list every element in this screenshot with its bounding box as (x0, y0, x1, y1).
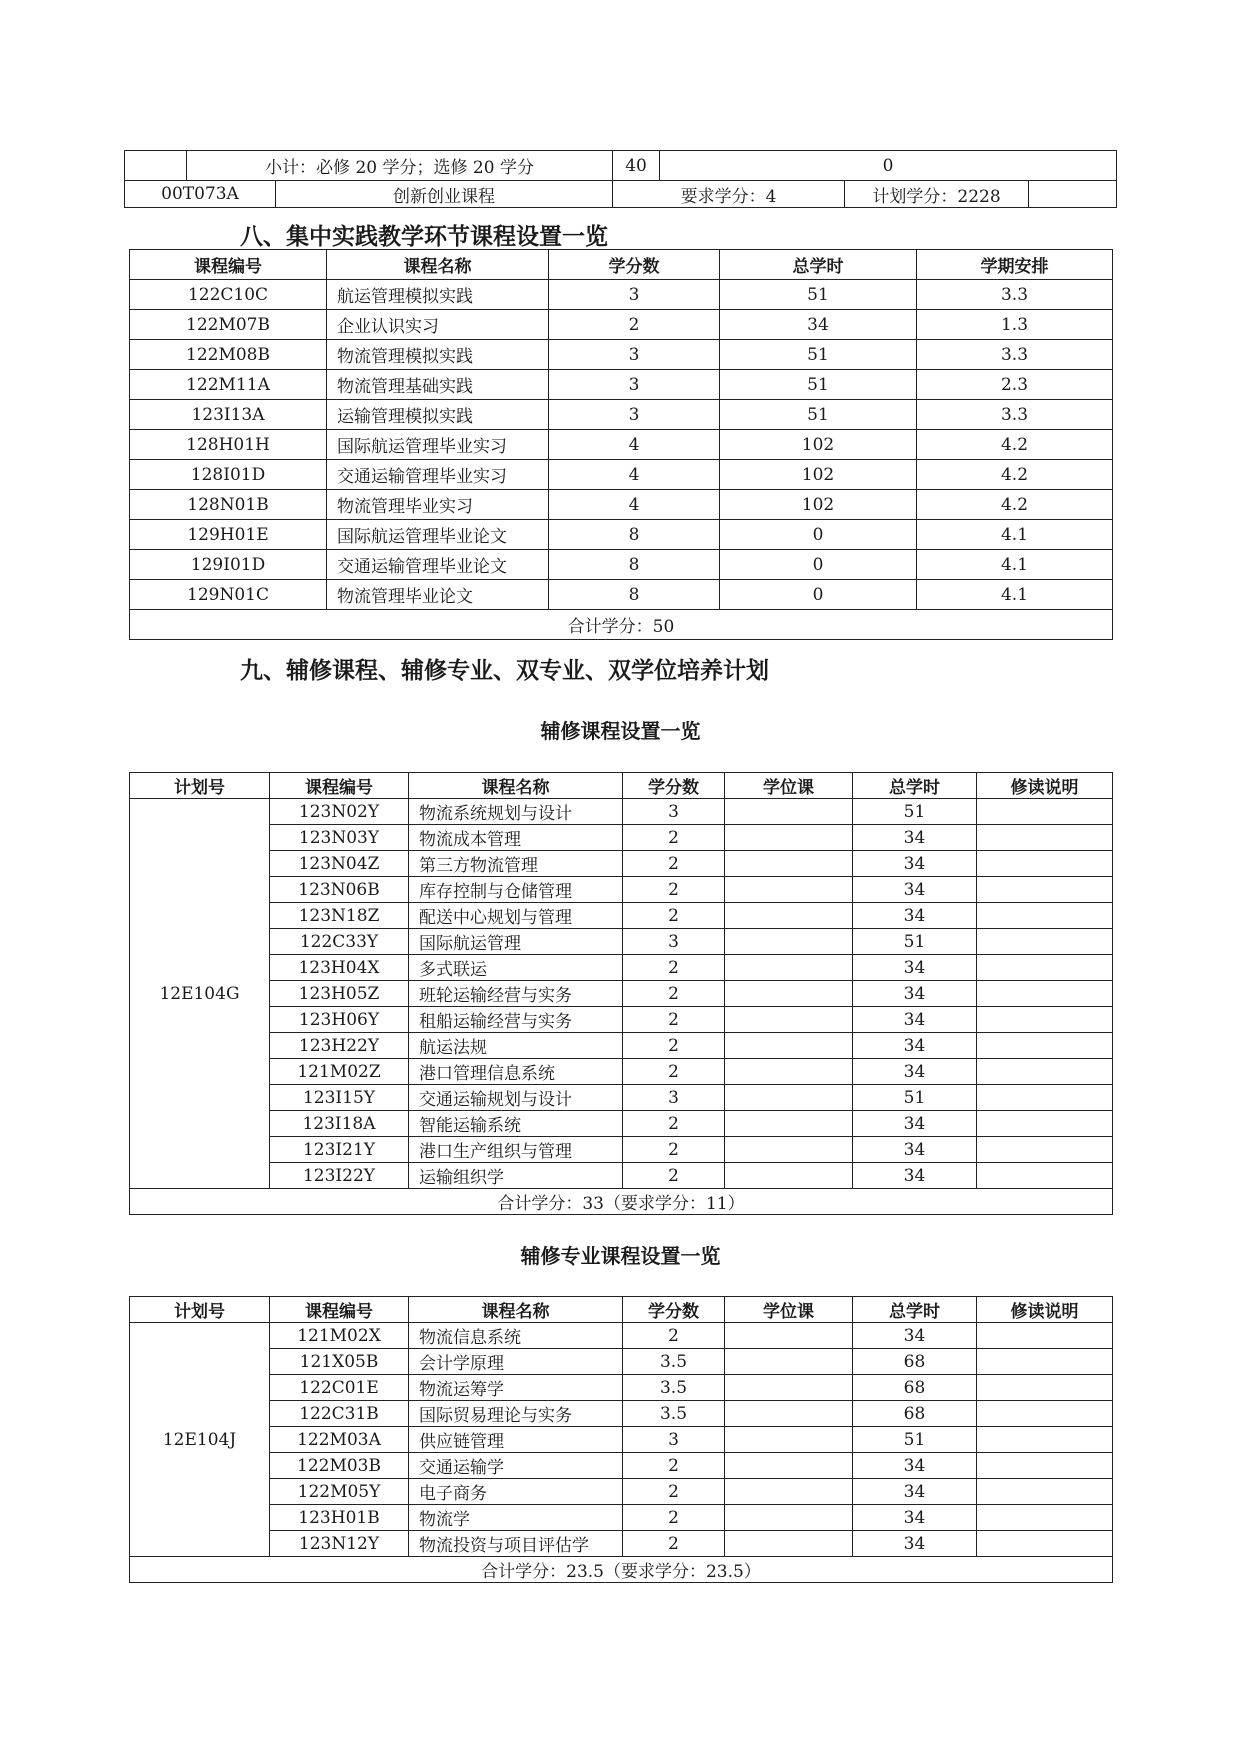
table-cell: 物流信息系统 (409, 1323, 623, 1349)
table-row (130, 580, 1113, 610)
table-cell (725, 1479, 853, 1505)
table-cell: 3.3 (917, 340, 1113, 370)
table-cell: 121M02Z (270, 1059, 409, 1085)
table-cell: 122M11A (130, 370, 327, 400)
table-row (130, 955, 1113, 981)
table-cell: 多式联运 (409, 955, 623, 981)
column-header: 学分数 (623, 1297, 725, 1323)
table-cell (725, 1163, 853, 1189)
table-cell: 4 (549, 430, 720, 460)
table-row (130, 877, 1113, 903)
table-row (130, 1033, 1113, 1059)
table-row (130, 1007, 1113, 1033)
table-cell: 2 (623, 981, 725, 1007)
table-cell: 34 (853, 903, 977, 929)
table-cell: 34 (853, 1505, 977, 1531)
column-header: 课程编号 (270, 773, 409, 799)
table-cell: 129N01C (130, 580, 327, 610)
table-cell (977, 1375, 1113, 1401)
table-cell: 2 (623, 1323, 725, 1349)
table-cell: 123I15Y (270, 1085, 409, 1111)
table-cell: 4.2 (917, 430, 1113, 460)
table-cell (725, 1505, 853, 1531)
table-cell (977, 1059, 1113, 1085)
section8-title: 八、集中实践教学环节课程设置一览 (240, 224, 608, 250)
table-cell (977, 1453, 1113, 1479)
table-cell (977, 1007, 1113, 1033)
table-cell: 物流管理模拟实践 (327, 340, 549, 370)
table-cell: 物流管理毕业实习 (327, 490, 549, 520)
table-row (130, 903, 1113, 929)
table-cell: 3 (549, 370, 720, 400)
table-cell: 物流管理毕业论文 (327, 580, 549, 610)
table-cell: 2 (623, 877, 725, 903)
column-header: 课程名称 (409, 773, 623, 799)
table-cell: 3 (549, 280, 720, 310)
table-cell (977, 1111, 1113, 1137)
table-cell: 51 (720, 370, 917, 400)
table-cell (977, 1349, 1113, 1375)
table-row (130, 310, 1113, 340)
table-cell (725, 1349, 853, 1375)
table-row (130, 825, 1113, 851)
table-cell: 0 (720, 580, 917, 610)
innovation-name: 创新创业课程 (276, 181, 613, 208)
column-header: 学位课 (725, 1297, 853, 1323)
table-cell: 123N04Z (270, 851, 409, 877)
table-cell: 34 (853, 825, 977, 851)
table-cell: 物流投资与项目评估学 (409, 1531, 623, 1557)
table-cell (977, 1505, 1113, 1531)
table-cell: 0 (720, 550, 917, 580)
table-cell: 34 (853, 955, 977, 981)
table-cell: 3 (623, 799, 725, 825)
table-row (130, 370, 1113, 400)
table-cell: 2 (623, 851, 725, 877)
column-header: 学期安排 (917, 250, 1113, 280)
table-cell: 34 (853, 1531, 977, 1557)
table-row (130, 851, 1113, 877)
table-cell: 122C01E (270, 1375, 409, 1401)
table-cell: 122M05Y (270, 1479, 409, 1505)
table-cell: 51 (853, 1085, 977, 1111)
table-cell: 港口管理信息系统 (409, 1059, 623, 1085)
table-cell (977, 1401, 1113, 1427)
table-cell (725, 1427, 853, 1453)
table-cell: 128H01H (130, 430, 327, 460)
table-cell: 交通运输规划与设计 (409, 1085, 623, 1111)
table-row (130, 1163, 1113, 1189)
table-cell: 4.1 (917, 520, 1113, 550)
table-cell: 102 (720, 490, 917, 520)
table-cell: 51 (720, 280, 917, 310)
table-row (130, 1323, 1113, 1349)
table-cell: 34 (853, 1479, 977, 1505)
table-cell (977, 851, 1113, 877)
table-cell: 电子商务 (409, 1479, 623, 1505)
table-cell (977, 955, 1113, 981)
total-row (130, 610, 1113, 640)
table-cell: 121M02X (270, 1323, 409, 1349)
table-cell: 2.3 (917, 370, 1113, 400)
top-empty-end-cell (1029, 181, 1117, 208)
table-cell: 第三方物流管理 (409, 851, 623, 877)
table-cell: 4.2 (917, 490, 1113, 520)
table-cell: 交通运输管理毕业实习 (327, 460, 549, 490)
table-row (130, 1427, 1113, 1453)
table-cell: 3 (623, 1085, 725, 1111)
table-cell: 交通运输管理毕业论文 (327, 550, 549, 580)
table-cell: 34 (853, 1007, 977, 1033)
table-cell: 物流系统规划与设计 (409, 799, 623, 825)
plan-number: 12E104J (130, 1323, 270, 1557)
table-row (130, 1453, 1113, 1479)
table-cell: 3 (623, 1427, 725, 1453)
table-cell: 51 (853, 799, 977, 825)
table-cell: 34 (853, 1111, 977, 1137)
table-cell: 3 (623, 929, 725, 955)
table-cell: 运输组织学 (409, 1163, 623, 1189)
table-row (130, 550, 1113, 580)
minor-courses-table (129, 772, 1113, 1215)
table-row (130, 520, 1113, 550)
column-header: 课程编号 (270, 1297, 409, 1323)
table-cell: 122C10C (130, 280, 327, 310)
table-row (130, 1505, 1113, 1531)
table-cell (725, 1323, 853, 1349)
table-cell: 34 (853, 1163, 977, 1189)
table-cell: 3.5 (623, 1375, 725, 1401)
table-cell: 34 (853, 1137, 977, 1163)
table-cell (977, 1427, 1113, 1453)
minor-major-table (129, 1296, 1113, 1583)
table-cell: 122M03B (270, 1453, 409, 1479)
table-cell: 2 (623, 825, 725, 851)
subtotal-other: 0 (660, 151, 1117, 181)
table-cell: 航运法规 (409, 1033, 623, 1059)
column-header: 课程名称 (409, 1297, 623, 1323)
table-cell: 4.2 (917, 460, 1113, 490)
table-cell: 34 (853, 1059, 977, 1085)
table-cell: 物流运筹学 (409, 1375, 623, 1401)
table-row (130, 280, 1113, 310)
table-cell: 企业认识实习 (327, 310, 549, 340)
table-cell: 122M03A (270, 1427, 409, 1453)
table-cell (725, 1401, 853, 1427)
column-header: 学位课 (725, 773, 853, 799)
table-cell (725, 1111, 853, 1137)
section9-title: 九、辅修课程、辅修专业、双专业、双学位培养计划 (240, 658, 769, 684)
table-row (130, 1111, 1113, 1137)
table-cell: 3.5 (623, 1401, 725, 1427)
table-cell: 68 (853, 1401, 977, 1427)
table-cell (725, 1085, 853, 1111)
table-cell (725, 1033, 853, 1059)
table-cell: 68 (853, 1375, 977, 1401)
minor-major-title: 辅修专业课程设置一览 (520, 1244, 721, 1268)
table-cell: 3.3 (917, 280, 1113, 310)
table-cell: 122C31B (270, 1401, 409, 1427)
table-cell: 128N01B (130, 490, 327, 520)
table-cell: 3 (549, 400, 720, 430)
table-cell: 102 (720, 430, 917, 460)
table-cell (977, 1033, 1113, 1059)
table-cell (725, 981, 853, 1007)
table-cell (977, 877, 1113, 903)
table-row (130, 929, 1113, 955)
table-cell: 1.3 (917, 310, 1113, 340)
table-cell: 港口生产组织与管理 (409, 1137, 623, 1163)
table-cell: 123N06B (270, 877, 409, 903)
table-cell: 4.1 (917, 550, 1113, 580)
table-cell (725, 929, 853, 955)
column-header: 总学时 (853, 1297, 977, 1323)
column-header: 修读说明 (977, 1297, 1113, 1323)
innovation-code: 00T073A (125, 181, 276, 208)
table-cell: 4 (549, 490, 720, 520)
table-row (130, 799, 1113, 825)
table-cell: 3 (549, 340, 720, 370)
table-cell: 123H01B (270, 1505, 409, 1531)
table-cell: 128I01D (130, 460, 327, 490)
innovation-planned: 计划学分：2228 (845, 181, 1029, 208)
column-header: 学分数 (549, 250, 720, 280)
table-cell: 航运管理模拟实践 (327, 280, 549, 310)
table-cell: 2 (623, 955, 725, 981)
table-cell: 运输管理模拟实践 (327, 400, 549, 430)
table-cell (725, 799, 853, 825)
plan-number: 12E104G (130, 799, 270, 1189)
column-header: 计划号 (130, 773, 270, 799)
table-row (130, 981, 1113, 1007)
table-cell: 34 (853, 851, 977, 877)
table-cell (725, 1137, 853, 1163)
table-cell: 51 (853, 1427, 977, 1453)
table-cell: 68 (853, 1349, 977, 1375)
minor-courses-title: 辅修课程设置一览 (540, 719, 701, 743)
table-row (130, 1401, 1113, 1427)
table-cell (725, 851, 853, 877)
subtotal-value: 40 (613, 151, 660, 181)
table-cell (725, 1531, 853, 1557)
table-cell (977, 929, 1113, 955)
table-cell: 2 (623, 1007, 725, 1033)
table-cell (725, 877, 853, 903)
table-cell: 2 (623, 1163, 725, 1189)
table-cell: 51 (720, 400, 917, 430)
table-cell (725, 955, 853, 981)
table-cell: 123I21Y (270, 1137, 409, 1163)
table-cell: 4.1 (917, 580, 1113, 610)
total-row (130, 1189, 1113, 1215)
table-cell (977, 1085, 1113, 1111)
top-table (124, 150, 1117, 208)
table-cell: 库存控制与仓储管理 (409, 877, 623, 903)
table-cell (725, 903, 853, 929)
top-empty-cell (125, 151, 187, 181)
table-cell: 102 (720, 460, 917, 490)
table-row (130, 1479, 1113, 1505)
table-cell (725, 1059, 853, 1085)
table-cell: 2 (623, 1453, 725, 1479)
table-cell: 34 (720, 310, 917, 340)
table-row (130, 460, 1113, 490)
column-header: 总学时 (720, 250, 917, 280)
table-cell (977, 1137, 1113, 1163)
table-cell (977, 1323, 1113, 1349)
table-cell: 智能运输系统 (409, 1111, 623, 1137)
table-cell: 国际航运管理 (409, 929, 623, 955)
total-cell: 合计学分：50 (130, 610, 1113, 640)
subtotal-label: 小计：必修 20 学分；选修 20 学分 (187, 151, 613, 181)
table-cell: 123N12Y (270, 1531, 409, 1557)
table-cell: 4 (549, 460, 720, 490)
table-cell (977, 981, 1113, 1007)
table-cell: 129I01D (130, 550, 327, 580)
table-cell: 123N02Y (270, 799, 409, 825)
table-cell: 123I13A (130, 400, 327, 430)
table-cell: 123N18Z (270, 903, 409, 929)
column-header: 课程编号 (130, 250, 327, 280)
table-cell: 2 (623, 1137, 725, 1163)
table-cell: 国际航运管理毕业论文 (327, 520, 549, 550)
table-cell (977, 825, 1113, 851)
table-cell: 8 (549, 520, 720, 550)
column-header: 学分数 (623, 773, 725, 799)
table-cell: 123H06Y (270, 1007, 409, 1033)
table-row (130, 1375, 1113, 1401)
table-cell: 2 (623, 1531, 725, 1557)
table-row (130, 400, 1113, 430)
table-cell: 123H04X (270, 955, 409, 981)
table-cell: 2 (623, 1059, 725, 1085)
column-header: 总学时 (853, 773, 977, 799)
table-cell: 51 (853, 929, 977, 955)
table-cell: 交通运输学 (409, 1453, 623, 1479)
table-cell: 8 (549, 580, 720, 610)
column-header: 计划号 (130, 1297, 270, 1323)
table-cell (977, 1531, 1113, 1557)
table-cell: 物流学 (409, 1505, 623, 1531)
table-cell (725, 1007, 853, 1033)
table-cell: 34 (853, 981, 977, 1007)
table-cell: 国际航运管理毕业实习 (327, 430, 549, 460)
table-cell: 2 (549, 310, 720, 340)
table-cell: 班轮运输经营与实务 (409, 981, 623, 1007)
table-cell: 3.3 (917, 400, 1113, 430)
table-cell: 物流管理基础实践 (327, 370, 549, 400)
table-cell: 物流成本管理 (409, 825, 623, 851)
table-row (130, 1531, 1113, 1557)
table-cell: 国际贸易理论与实务 (409, 1401, 623, 1427)
table-cell: 供应链管理 (409, 1427, 623, 1453)
table-cell: 2 (623, 1033, 725, 1059)
table-cell: 8 (549, 550, 720, 580)
table-row (130, 430, 1113, 460)
total-row (130, 1557, 1113, 1583)
table-cell: 3.5 (623, 1349, 725, 1375)
table-row (130, 490, 1113, 520)
table-cell: 租船运输经营与实务 (409, 1007, 623, 1033)
table-row (130, 1137, 1113, 1163)
table-cell: 2 (623, 1111, 725, 1137)
table-cell: 123I18A (270, 1111, 409, 1137)
table-cell: 2 (623, 1505, 725, 1531)
table-cell: 121X05B (270, 1349, 409, 1375)
table-cell: 2 (623, 1479, 725, 1505)
table-cell: 2 (623, 903, 725, 929)
table-cell: 123H22Y (270, 1033, 409, 1059)
table-cell (725, 1453, 853, 1479)
table-row (130, 340, 1113, 370)
table-cell: 会计学原理 (409, 1349, 623, 1375)
total-cell: 合计学分：23.5（要求学分：23.5） (130, 1557, 1113, 1583)
table-cell: 34 (853, 1033, 977, 1059)
table-cell (977, 903, 1113, 929)
table-cell (725, 1375, 853, 1401)
table-cell: 34 (853, 877, 977, 903)
table-cell (977, 1163, 1113, 1189)
table-cell: 123N03Y (270, 825, 409, 851)
practice-table (129, 249, 1113, 640)
table-row (130, 1085, 1113, 1111)
total-cell: 合计学分：33（要求学分：11） (130, 1189, 1113, 1215)
table-row (130, 1349, 1113, 1375)
table-cell: 0 (720, 520, 917, 550)
innovation-required: 要求学分：4 (613, 181, 845, 208)
table-cell: 配送中心规划与管理 (409, 903, 623, 929)
table-cell (725, 825, 853, 851)
table-cell: 34 (853, 1453, 977, 1479)
table-cell: 122C33Y (270, 929, 409, 955)
column-header: 修读说明 (977, 773, 1113, 799)
table-row (130, 1059, 1113, 1085)
table-cell: 129H01E (130, 520, 327, 550)
table-cell: 123H05Z (270, 981, 409, 1007)
table-cell (977, 799, 1113, 825)
table-cell: 123I22Y (270, 1163, 409, 1189)
column-header: 课程名称 (327, 250, 549, 280)
table-cell: 122M07B (130, 310, 327, 340)
table-cell: 51 (720, 340, 917, 370)
table-cell: 122M08B (130, 340, 327, 370)
table-cell (977, 1479, 1113, 1505)
table-cell: 34 (853, 1323, 977, 1349)
